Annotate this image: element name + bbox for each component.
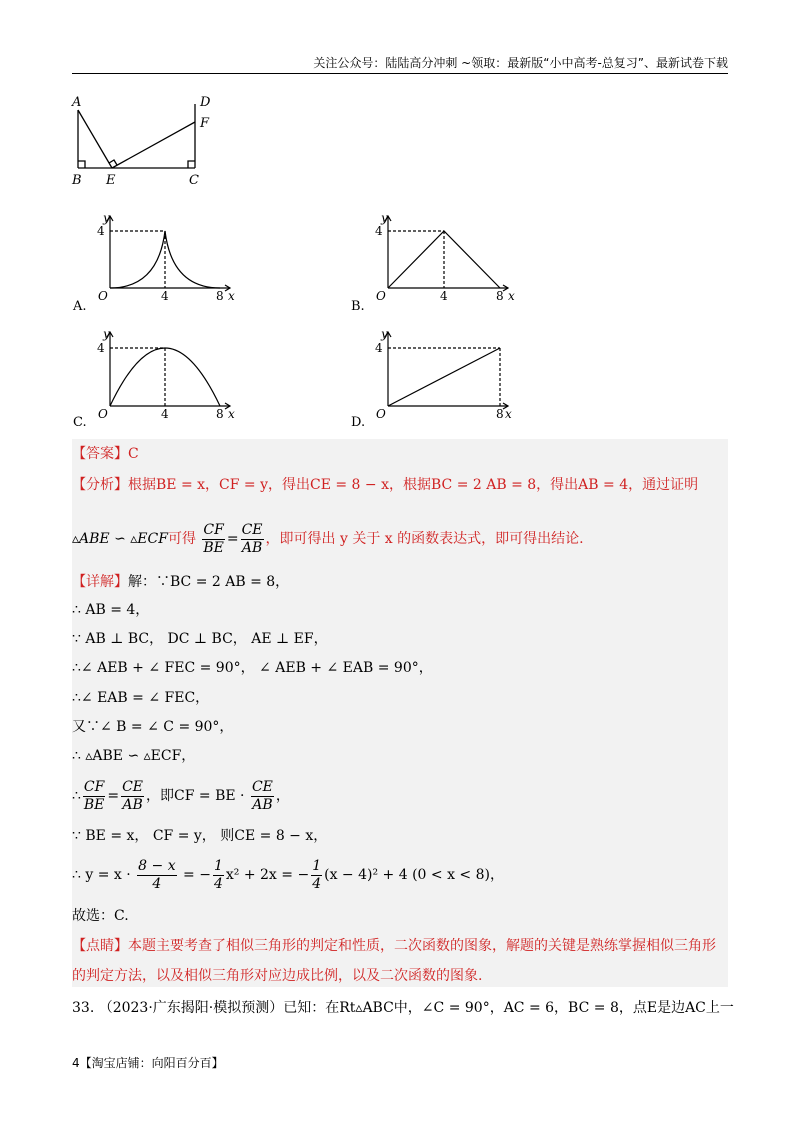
detail-10-part-d: (x − 4)² + 4 (0 < x < 8)， bbox=[324, 867, 504, 883]
geometry-figure bbox=[66, 92, 226, 192]
option-b-x-axis: x bbox=[508, 289, 515, 303]
detail-line-6: 又∵∠ B = ∠ C = 90°， bbox=[72, 719, 234, 735]
detail-text-8: ，即CF = BE · bbox=[146, 788, 245, 804]
option-b-y-axis: y bbox=[381, 211, 388, 225]
detail-line-2: ∴ AB = 4， bbox=[72, 602, 150, 618]
option-c-label: C. bbox=[73, 415, 87, 430]
detail-line-10 bbox=[72, 856, 504, 894]
point-a-label: A bbox=[72, 95, 82, 110]
detail-tag: 【详解】 bbox=[72, 574, 128, 590]
analysis-fraction-ce-ab: $\frac{CE}{AB}$ bbox=[241, 521, 263, 556]
option-b-x-tick-2: 8 bbox=[496, 289, 504, 303]
comment-text-1: 本题主要考查了相似三角形的判定和性质，二次函数的图象，解题的关键是熟练掌握相似三角形 bbox=[128, 938, 716, 954]
option-a-graph bbox=[70, 208, 250, 316]
option-d-y-axis: y bbox=[381, 327, 388, 341]
option-c-origin: O bbox=[98, 407, 108, 421]
detail-fraction-8-x-4: $\frac{8 - x}{4}$ bbox=[138, 857, 176, 892]
option-d-x-axis: x bbox=[505, 407, 512, 421]
detail-fraction-1-4-a: $\frac{1}{4}$ bbox=[213, 857, 223, 892]
answer-value: C bbox=[128, 446, 139, 462]
detail-text-8-end: ， bbox=[275, 788, 290, 804]
detail-line-7: ∴ ▵ABE ∽ ▵ECF， bbox=[72, 748, 196, 764]
option-d-x-tick-1: 8 bbox=[496, 407, 504, 421]
point-e-label: E bbox=[106, 173, 116, 188]
option-a-x-tick-2: 8 bbox=[216, 289, 224, 303]
next-question: 33. （2023·广东揭阳·模拟预测）已知：在Rt▵ABC中，∠C = 90°，AC = 6，BC = 8，点E是边AC上一 bbox=[72, 1000, 734, 1016]
option-a-label: A. bbox=[73, 299, 87, 314]
detail-line-9: ∵ BE = x， CF = y， 则CE = 8 − x， bbox=[72, 828, 328, 844]
detail-line-3: ∵ AB ⊥ BC， DC ⊥ BC， AE ⊥ EF， bbox=[72, 631, 328, 647]
option-b-origin: O bbox=[376, 289, 386, 303]
option-c-x-axis: x bbox=[228, 407, 235, 421]
option-c-y-tick: 4 bbox=[97, 341, 105, 355]
point-f-label: F bbox=[200, 116, 210, 131]
option-d-y-tick: 4 bbox=[375, 341, 383, 355]
point-c-label: C bbox=[189, 173, 199, 188]
detail-line-8: ∴ $\frac{CF}{BE}$ = $\frac{CE}{AB}$ ，即CF = BE · $\frac{CE}{AB}$ ， bbox=[72, 778, 290, 813]
detail-fraction-1-4-b: $\frac{1}{4}$ bbox=[312, 857, 322, 892]
comment-tag: 【点睛】 bbox=[72, 938, 128, 954]
detail-10-part-c: x² + 2x = − bbox=[225, 867, 310, 883]
option-a-x-tick-1: 4 bbox=[161, 289, 169, 303]
detail-line-1 bbox=[72, 572, 289, 592]
detail-10-part-b: = − bbox=[183, 867, 211, 883]
option-a-y-axis: y bbox=[103, 211, 110, 225]
point-b-label: B bbox=[72, 173, 82, 188]
option-a-x-axis: x bbox=[228, 289, 235, 303]
option-d-label: D. bbox=[351, 415, 366, 430]
analysis-line-1 bbox=[72, 475, 698, 495]
point-d-label: D bbox=[200, 95, 211, 110]
answer-line bbox=[72, 444, 139, 464]
header-rule bbox=[72, 73, 728, 74]
detail-fraction-ce-ab-2: $\frac{CE}{AB}$ bbox=[251, 778, 273, 813]
option-b-label: B. bbox=[351, 299, 365, 314]
detail-fraction-ce-ab: $\frac{CE}{AB}$ bbox=[122, 778, 144, 813]
answer-tag: 【答案】 bbox=[72, 446, 128, 462]
analysis-line-2: ▵ABE ∽ ▵ECF可得 $\frac{CF}{BE}$ = $\frac{CE}{AB}$ ，即可得出 y 关于 x 的函数表达式，即可得出结论. bbox=[72, 521, 584, 556]
analysis-similarity: ▵ABE ∽ ▵ECF bbox=[72, 531, 168, 547]
option-c-graph bbox=[70, 324, 250, 432]
comment-line-2: 的判定方法，以及相似三角形对应边成比例，以及二次函数的图象. bbox=[72, 968, 483, 984]
page-header: 关注公众号：陆陆高分冲刺 ~领取：最新版“小中高考-总复习”、最新试卷下载 bbox=[313, 56, 728, 70]
option-c-y-axis: y bbox=[103, 327, 110, 341]
option-a-origin: O bbox=[98, 289, 108, 303]
option-c-x-tick-2: 8 bbox=[216, 407, 224, 421]
analysis-text-1: 根据BE = x，CF = y，得出CE = 8 − x，根据BC = 2 AB = 8，得出AB = 4，通过证明 bbox=[128, 477, 699, 493]
detail-text-1: 解：∵BC = 2 AB = 8， bbox=[128, 574, 290, 590]
option-b-y-tick: 4 bbox=[375, 224, 383, 238]
analysis-mid: 可得 bbox=[167, 531, 196, 547]
page-footer: 4【淘宝店铺：向阳百分百】 bbox=[72, 1056, 224, 1070]
option-b-x-tick-1: 4 bbox=[440, 289, 448, 303]
detail-line-4: ∴∠ AEB + ∠ FEC = 90°， ∠ AEB + ∠ EAB = 90°， bbox=[72, 660, 433, 676]
option-c-x-tick-1: 4 bbox=[161, 407, 169, 421]
analysis-text-2: ，即可得出 y 关于 x 的函数表达式，即可得出结论. bbox=[265, 531, 584, 547]
analysis-fraction-cf-be: $\frac{CF}{BE}$ bbox=[203, 521, 224, 556]
option-d-origin: O bbox=[376, 407, 386, 421]
comment-line-1 bbox=[72, 936, 716, 956]
option-b-graph bbox=[348, 208, 528, 316]
detail-10-part-a: ∴ y = x · bbox=[72, 867, 131, 883]
option-a-y-tick: 4 bbox=[97, 224, 105, 238]
analysis-tag: 【分析】 bbox=[72, 477, 128, 493]
detail-fraction-cf-be: $\frac{CF}{BE}$ bbox=[83, 778, 105, 813]
detail-line-5: ∴∠ EAB = ∠ FEC， bbox=[72, 690, 210, 706]
choice-line: 故选：C. bbox=[72, 908, 129, 924]
option-d-graph bbox=[348, 324, 528, 432]
